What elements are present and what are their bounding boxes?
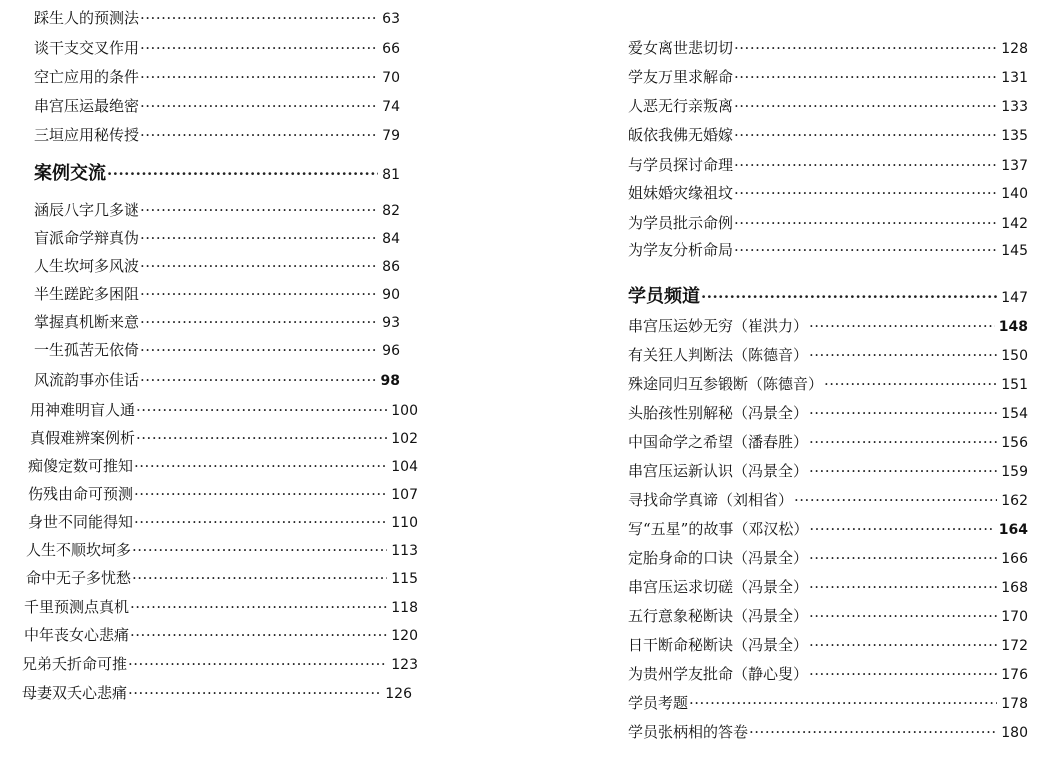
page-number: 166: [1001, 551, 1028, 567]
page-number: 145: [1001, 243, 1028, 259]
entry-title: 学友万里求解命: [628, 68, 734, 86]
dot-leader: [134, 484, 387, 504]
page-number: 90: [382, 287, 400, 303]
entry-title: 案例交流: [34, 163, 106, 184]
page-number: 79: [382, 128, 400, 144]
page-number: 82: [382, 203, 400, 219]
toc-entry: [628, 461, 1028, 482]
page-number: 113: [391, 543, 418, 559]
dot-leader: [136, 400, 387, 420]
dot-leader: [809, 432, 997, 452]
toc-section-heading: [628, 287, 1028, 308]
page-number: 137: [1001, 158, 1028, 174]
dot-leader: [140, 228, 378, 248]
page-number: 81: [382, 167, 400, 183]
page-number: 93: [382, 315, 400, 331]
page-number: 131: [1001, 70, 1028, 86]
toc-entry: [22, 597, 418, 618]
entry-title: 风流韵事亦佳话: [34, 371, 140, 389]
dot-leader: [134, 456, 387, 476]
dot-leader: [140, 370, 377, 390]
page-number: 168: [1001, 580, 1028, 596]
dot-leader: [809, 345, 997, 365]
page-number: 118: [391, 600, 418, 616]
toc-entry: [22, 228, 400, 249]
dot-leader: [140, 38, 378, 58]
entry-title: 姐妹婚灾缘祖坟: [628, 184, 734, 202]
entry-title: 头胎孩性别解秘（冯景全）: [628, 404, 809, 422]
dot-leader: [734, 96, 997, 116]
entry-title: 命中无子多忧愁: [26, 569, 132, 587]
entry-title: 为贵州学友批命（静心叟）: [628, 665, 809, 683]
toc-entry: [628, 240, 1028, 261]
entry-title: 五行意象秘断诀（冯景全）: [628, 607, 809, 625]
dot-leader: [689, 693, 997, 713]
toc-entry: [628, 125, 1028, 146]
dot-leader: [140, 8, 378, 28]
dot-leader: [809, 664, 997, 684]
entry-title: 人生不顺坎坷多: [26, 541, 132, 559]
toc-entry: [22, 8, 400, 29]
dot-leader: [107, 164, 378, 184]
dot-leader: [128, 683, 381, 703]
dot-leader: [140, 96, 378, 116]
toc-entry: [628, 519, 1028, 540]
dot-leader: [130, 597, 387, 617]
page-number: 180: [1001, 725, 1028, 741]
toc-entry: [628, 96, 1028, 117]
entry-title: 与学员探讨命理: [628, 156, 734, 174]
toc-entry: [22, 340, 400, 361]
page-number: 115: [391, 571, 418, 587]
dot-leader: [809, 461, 997, 481]
page-number: 135: [1001, 128, 1028, 144]
page-number: 104: [391, 459, 418, 475]
toc-entry: [22, 683, 412, 704]
page-number: 84: [382, 231, 400, 247]
dot-leader: [734, 67, 997, 87]
page-number: 74: [382, 99, 400, 115]
entry-title: 定胎身命的口诀（冯景全）: [628, 549, 809, 567]
dot-leader: [734, 183, 997, 203]
dot-leader: [140, 256, 378, 276]
toc-entry: [628, 213, 1028, 234]
toc-entry: [22, 370, 400, 391]
dot-leader: [734, 240, 997, 260]
toc-entry: [628, 722, 1028, 743]
page-number: 151: [1001, 377, 1028, 393]
dot-leader: [794, 490, 997, 510]
toc-entry: [628, 635, 1028, 656]
toc-entry: [628, 403, 1028, 424]
page-number: 150: [1001, 348, 1028, 364]
dot-leader: [734, 125, 997, 145]
dot-leader: [132, 568, 387, 588]
entry-title: 寻找命学真谛（刘相省）: [628, 491, 794, 509]
entry-title: 学员频道: [628, 286, 700, 307]
entry-title: 人生坎坷多风波: [34, 257, 140, 275]
entry-title: 为学员批示命例: [628, 214, 734, 232]
page-number: 128: [1001, 41, 1028, 57]
toc-entry: [22, 38, 400, 59]
page-number: 107: [391, 487, 418, 503]
entry-title: 串宫压运新认识（冯景全）: [628, 462, 809, 480]
entry-title: 真假难辨案例析: [30, 429, 136, 447]
toc-entry: [628, 374, 1028, 395]
entry-title: 用神难明盲人通: [30, 401, 136, 419]
entry-title: 人恶无行亲叛离: [628, 97, 734, 115]
entry-title: 爱女离世悲切切: [628, 39, 734, 57]
page-number: 148: [998, 319, 1028, 335]
dot-leader: [140, 200, 378, 220]
page-number: 98: [380, 373, 400, 389]
entry-title: 中年丧女心悲痛: [24, 626, 130, 644]
entry-title: 串宫压运求切磋（冯景全）: [628, 578, 809, 596]
entry-title: 掌握真机断来意: [34, 313, 140, 331]
dot-leader: [134, 512, 387, 532]
dot-leader: [136, 428, 387, 448]
entry-title: 踩生人的预测法: [34, 9, 140, 27]
dot-leader: [140, 125, 378, 145]
entry-title: 写“五星”的故事（邓汉松）: [628, 520, 809, 538]
dot-leader: [809, 548, 997, 568]
toc-entry: [628, 183, 1028, 204]
toc-entry: [628, 67, 1028, 88]
entry-title: 殊途同归互参锻断（陈德音）: [628, 375, 824, 393]
toc-entry: [628, 606, 1028, 627]
entry-title: 三垣应用秘传授: [34, 126, 140, 144]
toc-entry: [22, 540, 418, 561]
toc-entry: [22, 512, 418, 533]
toc-entry: [22, 200, 400, 221]
page-number: 100: [391, 403, 418, 419]
page-number: 102: [391, 431, 418, 447]
toc-entry: [628, 577, 1028, 598]
entry-title: 皈依我佛无婚嫁: [628, 126, 734, 144]
entry-title: 母妻双夭心悲痛: [22, 684, 128, 702]
page-number: 120: [391, 628, 418, 644]
toc-entry: [22, 312, 400, 333]
entry-title: 兄弟夭折命可推: [22, 655, 128, 673]
dot-leader: [809, 635, 997, 655]
entry-title: 日干断命秘断诀（冯景全）: [628, 636, 809, 654]
page-number: 154: [1001, 406, 1028, 422]
dot-leader: [130, 625, 387, 645]
page-number: 123: [391, 657, 418, 673]
entry-title: 有关狂人判断法（陈德音）: [628, 346, 809, 364]
entry-title: 谈干支交叉作用: [34, 39, 140, 57]
toc-entry: [628, 490, 1028, 511]
toc-entry: [628, 664, 1028, 685]
dot-leader: [140, 284, 378, 304]
toc-entry: [22, 284, 400, 305]
page-number: 63: [382, 11, 400, 27]
dot-leader: [128, 654, 387, 674]
entry-title: 身世不同能得知: [28, 513, 134, 531]
dot-leader: [132, 540, 387, 560]
toc-entry: [22, 96, 400, 117]
page-number: 170: [1001, 609, 1028, 625]
toc-entry: [22, 484, 418, 505]
toc-entry: [628, 316, 1028, 337]
entry-title: 伤残由命可预测: [28, 485, 134, 503]
entry-title: 涵辰八字几多谜: [34, 201, 140, 219]
entry-title: 千里预测点真机: [24, 598, 130, 616]
dot-leader: [140, 312, 378, 332]
page-number: 178: [1001, 696, 1028, 712]
dot-leader: [749, 722, 997, 742]
page-number: 156: [1001, 435, 1028, 451]
toc-entry: [628, 155, 1028, 176]
dot-leader: [809, 403, 997, 423]
entry-title: 一生孤苦无依倚: [34, 341, 140, 359]
toc-entry: [22, 400, 418, 421]
toc-entry: [628, 432, 1028, 453]
toc-section-heading: [22, 164, 400, 185]
dot-leader: [140, 340, 378, 360]
toc-entry: [628, 38, 1028, 59]
toc-entry: [22, 428, 418, 449]
toc-entry: [628, 548, 1028, 569]
toc-entry: [628, 693, 1028, 714]
page-number: 133: [1001, 99, 1028, 115]
toc-entry: [22, 256, 400, 277]
page-number: 172: [1001, 638, 1028, 654]
entry-title: 中国命学之希望（潘春胜）: [628, 433, 809, 451]
dot-leader: [809, 577, 997, 597]
page-number: 70: [382, 70, 400, 86]
dot-leader: [701, 287, 997, 307]
page-number: 66: [382, 41, 400, 57]
page-number: 126: [385, 686, 412, 702]
dot-leader: [809, 606, 997, 626]
entry-title: 痴傻定数可推知: [28, 457, 134, 475]
entry-title: 串宫压运最绝密: [34, 97, 140, 115]
page-number: 162: [1001, 493, 1028, 509]
toc-entry: [22, 625, 418, 646]
page-number: 147: [1001, 290, 1028, 306]
page-number: 110: [391, 515, 418, 531]
entry-title: 串宫压运妙无穷（崔洪力）: [628, 317, 809, 335]
dot-leader: [809, 519, 994, 539]
toc-entry: [22, 67, 400, 88]
toc-entry: [22, 125, 400, 146]
toc-entry: [628, 345, 1028, 366]
toc-entry: [22, 654, 418, 675]
toc-entry: [22, 456, 418, 477]
dot-leader: [734, 38, 997, 58]
page-number: 86: [382, 259, 400, 275]
dot-leader: [809, 316, 995, 336]
page-number: 142: [1001, 216, 1028, 232]
entry-title: 为学友分析命局: [628, 241, 734, 259]
entry-title: 空亡应用的条件: [34, 68, 140, 86]
page-number: 140: [1001, 186, 1028, 202]
entry-title: 半生蹉跎多困阻: [34, 285, 140, 303]
entry-title: 学员张柄相的答卷: [628, 723, 749, 741]
page-number: 159: [1001, 464, 1028, 480]
page-number: 176: [1001, 667, 1028, 683]
dot-leader: [734, 155, 997, 175]
entry-title: 学员考题: [628, 694, 689, 712]
page-number: 164: [998, 522, 1028, 538]
entry-title: 盲派命学辩真伪: [34, 229, 140, 247]
dot-leader: [824, 374, 997, 394]
toc-entry: [22, 568, 418, 589]
page-number: 96: [382, 343, 400, 359]
dot-leader: [734, 213, 997, 233]
dot-leader: [140, 67, 378, 87]
